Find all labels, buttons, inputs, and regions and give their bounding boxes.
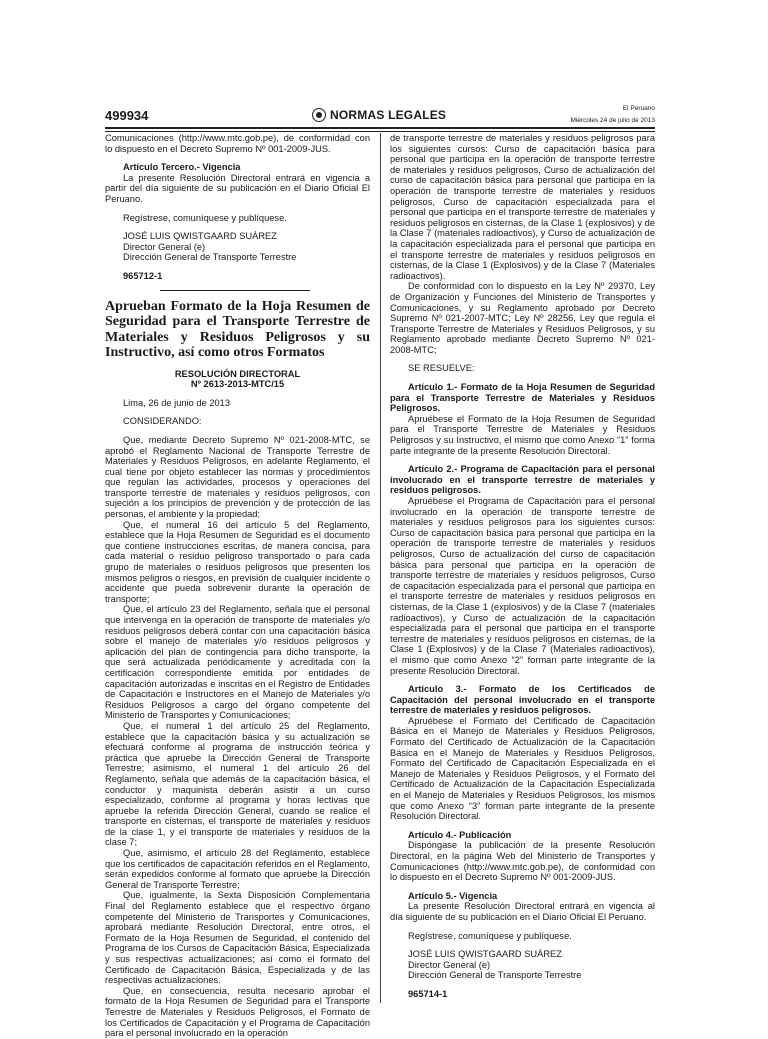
paragraph: Que, igualmente, la Sexta Disposición Complementaria Final del Reglamento establece que el respectivo órgano competente del Ministerio de Transportes y Comunicaciones, aprobará mediante Resolución Directoral, entre otros, el Formato de la Hoja Resumen de Seguridad, el contenido del Programa de los Cursos de Capacitación Básica, Especializada y sus respectivas actualizaciones; así como el formato del Certificado de Capacitación Básica, Especializada y de las respectivas actualizaciones. xyxy=(105,890,370,986)
signer-role: Director General (e) xyxy=(408,959,491,970)
left-column xyxy=(105,133,370,1039)
header-rule xyxy=(105,127,655,129)
header-rule-thin xyxy=(105,131,655,132)
signer-name: JOSÉ LUIS QWISTGAARD SUÁREZ xyxy=(123,231,277,242)
signer-office: Dirección General de Transporte Terrestre xyxy=(408,970,582,981)
paragraph: Que, el numeral 16 del artículo 5 del Reglamento, establece que la Hoja Resumen de Seguridad es el documento que contiene instrucciones escritas, de manera concisa, para cada material o residuo peligroso transportado o para cada grupo de materiales o residuos peligrosos que presenten los mismos peligros o riesgos, en previsión de cualquier incidente o accidente que pueda sobrevenir durante la operación de transporte; xyxy=(105,519,370,604)
paragraph: Que, el numeral 1 del artículo 25 del Reglamento, establece que la capacitación básica y su actualización se efectuará conforme al programa de instrucción teórica y práctica que apruebe la Dirección General de Transporte Terrestre; asimismo, el numeral 1 del artículo 26 del Reglamento, señala que además de la capacitación básica, el conductor y maquinista deberán asistir a un curso especializado, conforme al programa y horas lectivas que apruebe la referida Dirección General, cuando se realice el transporte en cisternas, el transporte de materiales y residuos de la clase 1, y el transporte de materiales y residuos de la clase 7; xyxy=(105,720,370,848)
article-heading: Artículo Tercero.- Vigencia xyxy=(123,162,241,173)
paragraph: Dispóngase la publicación de la presente Resolución Directoral, en la página Web del Ministerio de Transportes y Comunicaciones (http://www.mtc.gob.pe), de conformidad con lo dispuesto en el Decreto Supremo Nº 001-2009-JUS. xyxy=(390,840,655,883)
article-heading: Artículo 1.- Formato de la Hoja Resumen de Seguridad para el Transporte Terrestre de Materiales y Residuos Peligrosos. xyxy=(390,382,655,414)
paragraph: Apruébese el Formato del Certificado de Capacitación Básica en el Manejo de Materiales y Residuos Peligrosos, Formato del Certificado de Actualización de la Capacitación Básica en el Manejo de Materiales y Residuos Peligrosos, Formato del Certificado de Capacitación Especializada en el Manejo de Materiales y Residuos Peligrosos, y el Formato del Certificado de Actualización de la Capacitación Especializada en el Manejo de Materiales y Residuos Peligrosos, los mismos que como Anexo “3” forman parte integrante de la presente Resolución Directoral. xyxy=(390,715,655,822)
document-code: 965712-1 xyxy=(123,270,163,281)
considerando-label: CONSIDERANDO: xyxy=(123,416,202,427)
publication-date: Miércoles 24 de julio de 2013 xyxy=(570,117,655,124)
signer-office: Dirección General de Transporte Terrestre xyxy=(123,252,297,263)
paragraph: La presente Resolución Directoral entrará en vigencia al día siguiente de su publicación en el Diario Oficial El Peruano. xyxy=(390,901,655,922)
paragraph: de transporte terrestre de materiales y residuos peligrosos para los siguientes cursos: Curso de capacitación básica para personal que participa en la operación de transporte terrestre de materiales y residuos peligrosos, Curso de actualización del curso de capacitación básica para personal que participa en la operación de transporte terrestre de materiales y residuos peligrosos, Curso de capacitación especializada para el personal que participa en el transporte terrestre de materiales y residuos peligrosos en cisternas, de la Clase 1 (explosivos) y de la Clase 7 (materiales radioactivos), y Curso de actualización de la capacitación especializada para el personal que participa en el transporte terrestre de materiales y residuos peligrosos en cisternas, de la Clase 1 (Explosivos) y de la Clase 7 (Materiales radioactivos). xyxy=(390,133,655,281)
publication-title xyxy=(312,108,446,122)
paragraph: Que, mediante Decreto Supremo Nº 021-2008-MTC, se aprobó el Reglamento Nacional de Transporte Terrestre de Materiales y Residuos Peligrosos, en adelante Reglamento, el cual tiene por objeto establecer las normas y procedimientos que regulan las actividades, procesos y operaciones del transporte terrestre de materiales y residuos peligrosos, con sujeción a los principios de prevención y de protección de las personas, el ambiente y la propiedad; xyxy=(105,434,370,520)
article-title: Aprueban Formato de la Hoja Resumen de Seguridad para el Transporte Terrestre de Materiales y Residuos Peligrosos y su Instructivo, así como otros Formatos xyxy=(105,298,370,361)
closing-formula: Regístrese, comuníquese y publíquese. xyxy=(408,930,572,941)
article-heading: Artículo 4.- Publicación xyxy=(408,829,512,840)
paragraph: Que, asimismo, el artículo 28 del Reglamento, establece que los certificados de capacitación referidos en el Reglamento, serán expedidos conforme al formato que apruebe la Dirección General de Transporte Terrestre; xyxy=(105,848,370,890)
government-seal-icon xyxy=(312,108,326,122)
publisher-name: El Peruano xyxy=(622,105,655,112)
paragraph: Comunicaciones (http://www.mtc.gob.pe), de conformidad con lo dispuesto en el Decreto Supremo Nº 001-2009-JUS. xyxy=(105,133,370,154)
closing-formula: Regístrese, comuníquese y publíquese. xyxy=(123,212,287,223)
paragraph: Que, el artículo 23 del Reglamento, señala que el personal que intervenga en la operación de transporte de materiales y/o residuos peligrosos deberá contar con una capacitación básica sobre el manejo de materiales y/o residuos peligrosos y aplicación del plan de contingencia para dicho transporte, la que será actualizada periódicamente y acreditada con la certificación correspondiente emitida por entidades de capacitación autorizadas e inscritas en el Registro de Entidades de Capacitación e Instructores en el Manejo de Materiales y/o Residuos Peligrosos a cargo del órgano competente del Ministerio de Transportes y Comunicaciones; xyxy=(105,604,370,721)
page-header xyxy=(105,107,655,129)
paragraph: De conformidad con lo dispuesto en la Ley Nº 29370, Ley de Organización y Funciones del Ministerio de Transportes y Comunicaciones, y su Reglamento aprobado por Decreto Supremo Nº 021-2007-MTC; Ley Nº 28256, Ley que regula el Transporte Terrestre de Materiales y Residuos Peligrosos, y su Reglamento aprobado mediante Decreto Supremo Nº 021-2008-MTC; xyxy=(390,281,655,355)
right-column xyxy=(390,133,655,1000)
column-separator xyxy=(380,133,381,1003)
place-date: Lima, 26 de junio de 2013 xyxy=(123,397,230,408)
document-code: 965714-1 xyxy=(408,988,448,999)
paragraph: La presente Resolución Directoral entrará en vigencia a partir del día siguiente de su publicación en el Diario Oficial El Peruano. xyxy=(105,172,370,204)
section-divider xyxy=(160,290,310,291)
paragraph: Apruébese el Programa de Capacitación para el personal involucrado en la operación de transporte terrestre de materiales y residuos peligrosos para los siguientes cursos: Curso de capacitación básica para personal que participa en la operación de transporte terrestre de materiales y residuos peligrosos, Curso de actualización del curso de capacitación básica para personal que participa en la operación de transporte terrestre de materiales y residuos peligrosos, Curso de capacitación especializada para el personal que participa en el transporte terrestre de materiales y residuos peligrosos en cisternas, de la Clase 1 (explosivos) y de la Clase 7 (materiales radioactivos), y Curso de actualización de la capacitación especializada para el personal que participa en el transporte terrestre de materiales y residuos peligrosos en cisternas, de la Clase 1 (Explosivos) y de la Clase 7 (Materiales radioactivos), el mismo que como Anexo “2” forman parte integrante de la presente Resolución Directoral. xyxy=(390,496,655,676)
resolution-title: RESOLUCIÓN DIRECTORAL xyxy=(174,368,301,379)
article-heading: Artículo 3.- Formato de los Certificados de Capacitación del personal involucrado en el transporte terrestre de materiales y residuos peligrosos. xyxy=(390,684,655,716)
publication-name: NORMAS LEGALES xyxy=(330,108,447,122)
paragraph: Que, en consecuencia, resulta necesario aprobar el formato de la Hoja Resumen de Seguridad para el Transporte Terrestre de Materiales y Residuos Peligrosos, el Formato de los Certificados de Capacitación y el Programa de Capacitación para el personal involucrado en la operación xyxy=(105,985,370,1039)
signer-name: JOSÉ LUIS QWISTGAARD SUÁREZ xyxy=(408,949,562,960)
resolution-number: Nº 2613-2013-MTC/15 xyxy=(190,379,285,390)
resolves-label: SE RESUELVE: xyxy=(408,363,475,374)
article-heading: Artículo 5.- Vigencia xyxy=(408,890,498,901)
paragraph: Apruébese el Formato de la Hoja Resumen de Seguridad para el Transporte Terrestre de Materiales y Residuos Peligrosos y su Instructivo, el mismo que como Anexo “1” forma parte integrante de la presente Resolución Directoral. xyxy=(390,413,655,456)
page-number: 499934 xyxy=(105,108,149,123)
article-heading: Artículo 2.- Programa de Capacitación para el personal involucrado en el transporte terrestre de materiales y residuos peligrosos. xyxy=(390,464,655,496)
signer-role: Director General (e) xyxy=(123,241,206,252)
